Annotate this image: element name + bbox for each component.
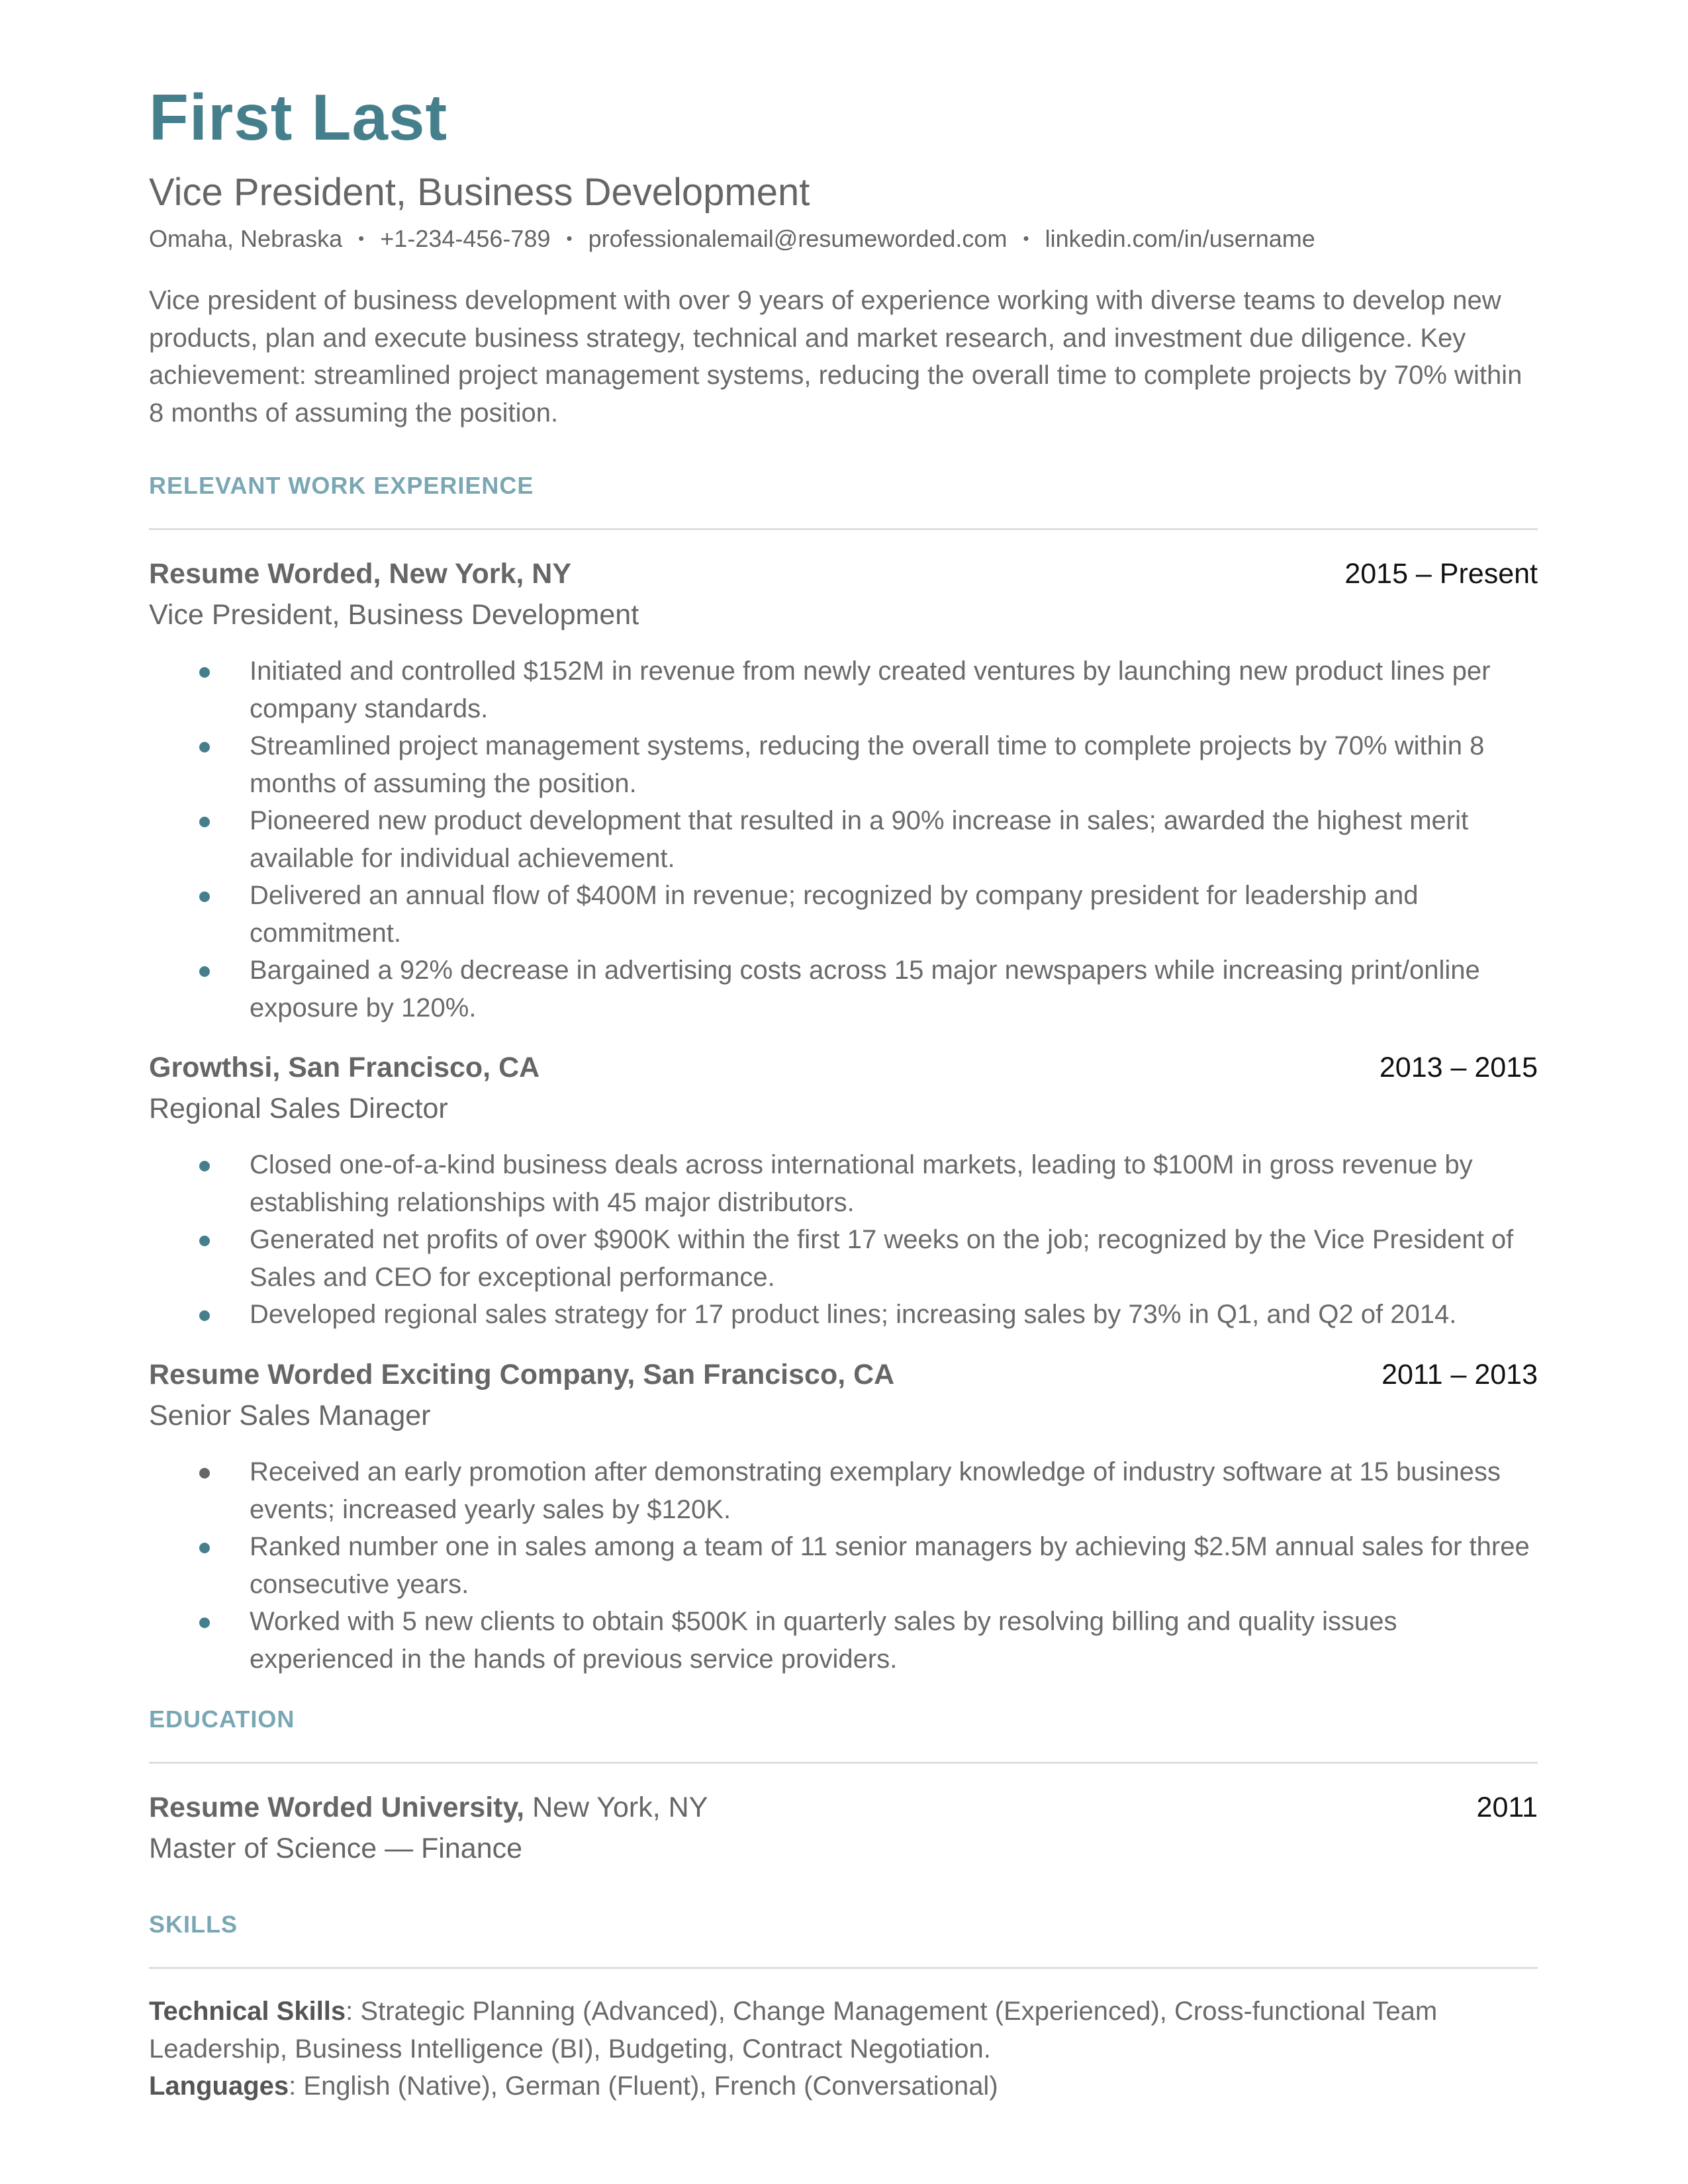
bullet-dot-icon (199, 742, 210, 752)
contact-email[interactable]: professionalemail@resumeworded.com (588, 225, 1008, 252)
job-dates: 2011 – 2013 (1382, 1359, 1538, 1390)
job-bullet (149, 802, 1538, 877)
technical-skills (149, 1993, 1538, 2068)
job-entry (149, 1054, 1538, 1334)
bullet-dot-icon (199, 667, 210, 678)
job-bullet (149, 1296, 1538, 1334)
job-role: Vice President, Business Development (149, 599, 639, 631)
contact-location: Omaha, Nebraska (149, 225, 343, 252)
languages-value: : English (Native), German (Fluent), French (Conversational) (289, 2071, 998, 2101)
job-bullet (149, 1528, 1538, 1603)
job-dates: 2013 – 2015 (1379, 1052, 1538, 1083)
job-bullet (149, 727, 1538, 802)
section-divider (149, 528, 1538, 530)
job-bullet (149, 877, 1538, 952)
bullet-text: Bargained a 92% decrease in advertising costs across 15 major newspapers while increasing print/online exposure by 120%. (250, 956, 1480, 1023)
education-school (149, 1794, 708, 1822)
bullet-dot-icon (199, 891, 210, 902)
section-divider (149, 1762, 1538, 1764)
job-bullet (149, 653, 1538, 727)
job-bullet (149, 1453, 1538, 1528)
job-bullets (149, 1453, 1538, 1678)
school-name: Resume Worded University, (149, 1792, 525, 1823)
bullet-text: Received an early promotion after demonstrating exemplary knowledge of industry software at 15 business events; increased yearly sales by $120K. (250, 1457, 1501, 1524)
job-role: Regional Sales Director (149, 1093, 448, 1124)
section-title-skills: SKILLS (149, 1911, 238, 1938)
job-bullet (149, 1603, 1538, 1678)
bullet-text: Worked with 5 new clients to obtain $500K in quarterly sales by resolving billing and quality issues experienced in the hands of previous service providers. (250, 1607, 1397, 1674)
education-entry (149, 1794, 1538, 1886)
bullet-text: Pioneered new product development that resulted in a 90% increase in sales; awarded the highest merit available for individual achievement. (250, 806, 1469, 873)
bullet-dot-icon (199, 1236, 210, 1246)
job-dates: 2015 – Present (1344, 558, 1538, 590)
job-bullets (149, 653, 1538, 1026)
contact-line (149, 227, 1315, 251)
contact-linkedin[interactable]: linkedin.com/in/username (1045, 225, 1315, 252)
bullet-text: Delivered an annual flow of $400M in revenue; recognized by company president for leadership and commitment. (250, 881, 1419, 948)
bullet-dot-icon (199, 1543, 210, 1553)
contact-phone[interactable]: +1-234-456-789 (380, 225, 551, 252)
education-degree: Master of Science — Finance (149, 1833, 523, 1864)
section-title-experience: RELEVANT WORK EXPERIENCE (149, 472, 534, 499)
bullet-dot-icon (199, 817, 210, 827)
bullet-separator-icon: • (358, 228, 365, 248)
bullet-text: Streamlined project management systems, reducing the overall time to complete projects by 70% within 8 months of assuming the position. (250, 731, 1485, 798)
bullet-text: Closed one-of-a-kind business deals across international markets, leading to $100M in gross revenue by establishing relationships with 45 major distributors. (250, 1150, 1473, 1217)
job-bullet (149, 1221, 1538, 1296)
job-entry (149, 1361, 1538, 1678)
bullet-text: Ranked number one in sales among a team of 11 senior managers by achieving $2.5M annual sales for three consecutive years. (250, 1532, 1530, 1599)
job-bullets (149, 1146, 1538, 1334)
school-location: New York, NY (524, 1792, 708, 1823)
bullet-dot-icon (199, 1310, 210, 1321)
section-title-education: EDUCATION (149, 1706, 295, 1733)
skills-block (149, 1993, 1538, 2105)
candidate-headline: Vice President, Business Development (149, 171, 810, 214)
technical-skills-value: : Strategic Planning (Advanced), Change Management (Experienced), Cross-functional Team Leadership, Business Intelligence (BI), Budgeting, Contract Negotiation. (149, 1997, 1438, 2064)
technical-skills-label: Technical Skills (149, 1997, 346, 2026)
languages-label: Languages (149, 2071, 289, 2101)
section-divider (149, 1967, 1538, 1969)
bullet-dot-icon (199, 966, 210, 977)
job-bullet (149, 952, 1538, 1026)
bullet-text: Initiated and controlled $152M in revenue from newly created ventures by launching new product lines per company standards. (250, 657, 1491, 723)
education-year: 2011 (1476, 1792, 1538, 1823)
job-company: Resume Worded, New York, NY (149, 558, 572, 590)
job-role: Senior Sales Manager (149, 1400, 431, 1432)
job-company: Growthsi, San Francisco, CA (149, 1052, 540, 1083)
bullet-text: Generated net profits of over $900K within the first 17 weeks on the job; recognized by the Vice President of Sales and CEO for exceptional performance. (250, 1225, 1514, 1292)
bullet-separator-icon: • (1023, 228, 1029, 248)
candidate-name: First Last (149, 81, 448, 154)
bullet-dot-icon (199, 1161, 210, 1171)
bullet-text: Developed regional sales strategy for 17 product lines; increasing sales by 73% in Q1, and Q2 of 2014. (250, 1300, 1457, 1329)
languages (149, 2068, 1538, 2105)
job-bullet (149, 1146, 1538, 1221)
professional-summary: Vice president of business development with over 9 years of experience working with diverse teams to develop new products, plan and execute business strategy, technical and market research, and investment due diligence. Key achievement: streamlined project management systems, reducing the overall time to complete projects by 70% within 8 months of assuming the position. (149, 286, 1523, 428)
bullet-separator-icon: • (566, 228, 573, 248)
bullet-dot-icon (199, 1617, 210, 1628)
job-entry (149, 560, 1538, 1026)
bullet-dot-icon (199, 1468, 210, 1479)
job-company: Resume Worded Exciting Company, San Francisco, CA (149, 1359, 895, 1390)
